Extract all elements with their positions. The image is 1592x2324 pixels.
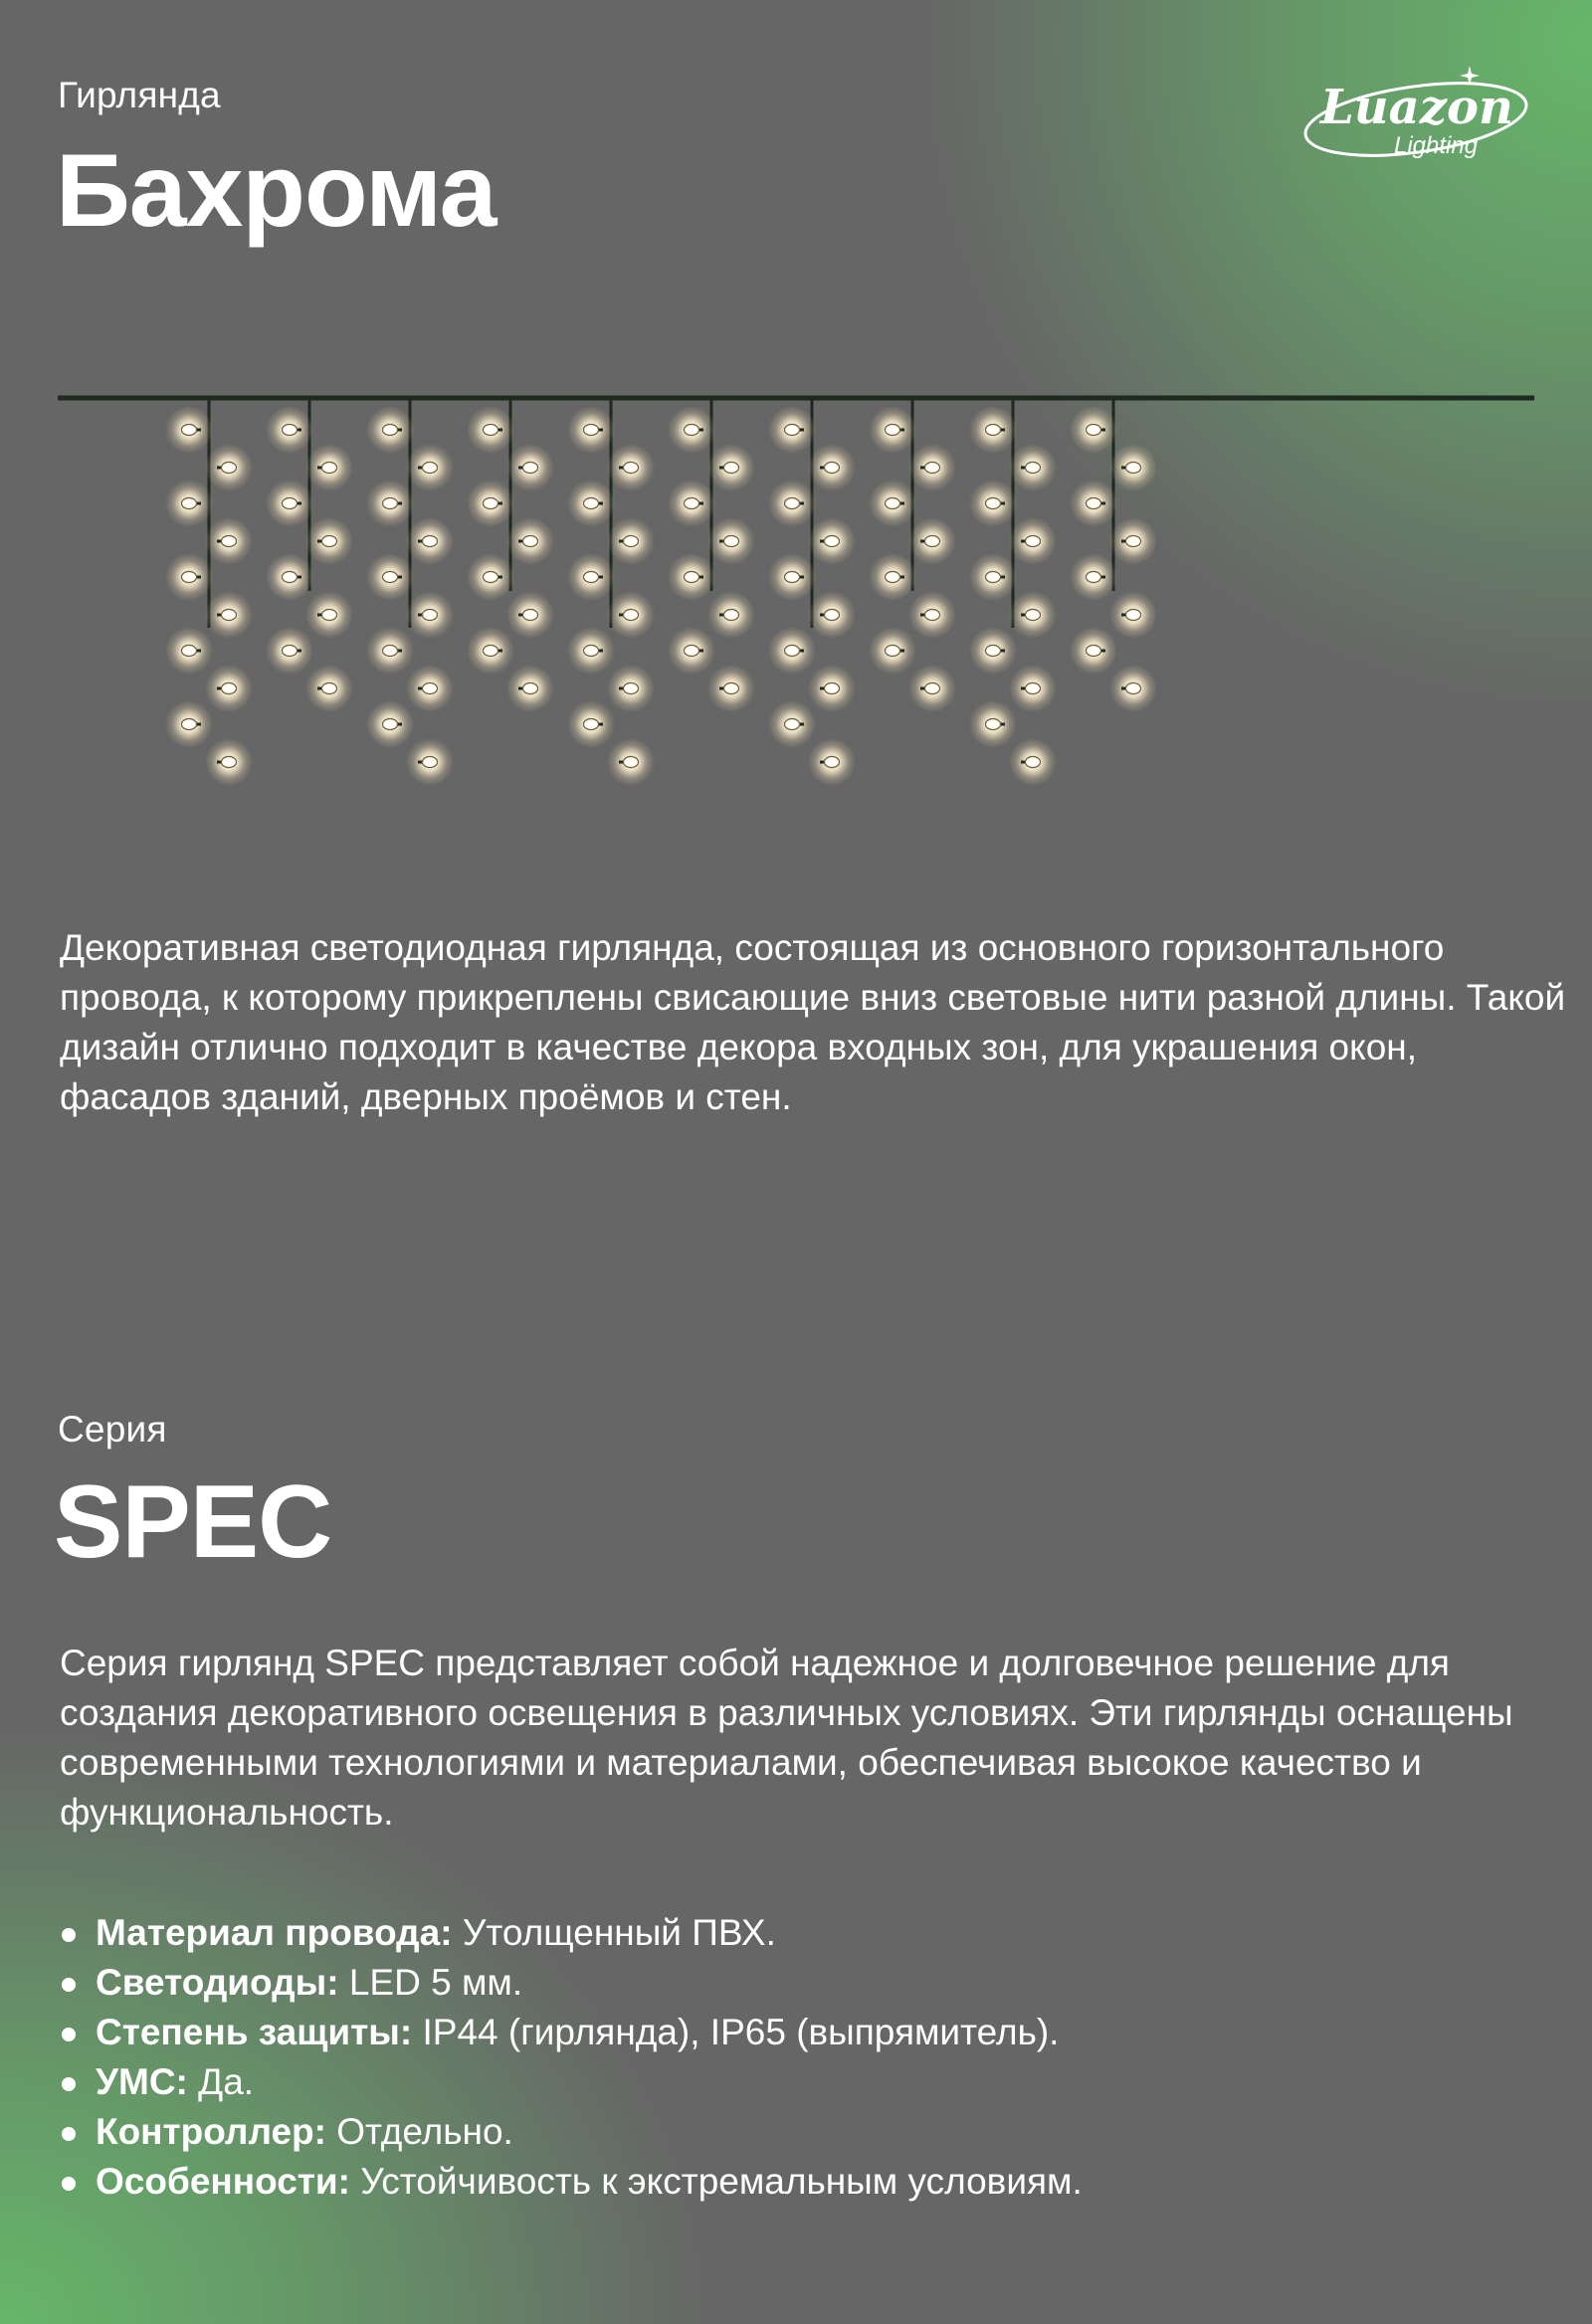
led-bulb: [808, 591, 856, 639]
led-bulb: [567, 480, 615, 527]
led-bulb: [1070, 406, 1117, 454]
led-bulb: [406, 444, 454, 491]
led-bulb: [1009, 738, 1057, 786]
logo-sub-text: Lighting: [1394, 132, 1479, 159]
feature-value: Да.: [187, 2061, 255, 2102]
led-bulb: [668, 406, 715, 454]
feature-label: Светодиоды:: [96, 1962, 339, 2003]
led-bulb: [165, 480, 213, 527]
led-bulb: [205, 444, 253, 491]
led-bulb: [165, 553, 213, 601]
feature-label: Материал провода:: [96, 1912, 453, 1953]
led-bulb: [808, 665, 856, 712]
feature-item: [60, 2157, 1552, 2207]
product-title: Бахрома: [56, 133, 497, 249]
feature-value: LED 5 мм.: [338, 1962, 523, 2003]
feature-label: Степень защиты:: [96, 2012, 413, 2052]
led-bulb: [668, 480, 715, 527]
product-kicker: Гирлянда: [58, 75, 221, 115]
led-bulb: [567, 406, 615, 454]
led-bulb: [366, 627, 414, 675]
led-bulb: [205, 591, 253, 639]
led-bulb: [707, 444, 755, 491]
led-bulb: [1009, 591, 1057, 639]
led-bulb: [1070, 480, 1117, 527]
led-bulb: [165, 700, 213, 748]
feature-value: Устойчивость к экстремальным условиям.: [349, 2161, 1083, 2202]
led-bulb: [266, 553, 313, 601]
led-bulb: [467, 480, 514, 527]
led-bulb: [567, 627, 615, 675]
led-bulb: [969, 406, 1017, 454]
feature-label: Особенности:: [96, 2161, 350, 2202]
led-bulb: [266, 480, 313, 527]
led-bulb: [205, 517, 253, 565]
led-bulb: [506, 444, 554, 491]
led-bulb: [165, 406, 213, 454]
led-bulb: [768, 553, 816, 601]
series-kicker: Серия: [58, 1409, 167, 1450]
led-bulb: [607, 738, 655, 786]
led-bulb: [908, 517, 956, 565]
led-bulb: [266, 627, 313, 675]
feature-item: [60, 1958, 1552, 2008]
feature-item: [60, 2057, 1552, 2107]
led-bulb: [768, 480, 816, 527]
led-bulb: [305, 444, 353, 491]
led-bulb: [406, 665, 454, 712]
led-bulb: [467, 553, 514, 601]
series-description: Серия гирлянд SPEC представляет собой надежное и долговечное решение для создания декоративного освещения в различных условиях. Эти гирлянды оснащены современными технологиями и материалами, обеспечивая высокое качество и функциональность.: [60, 1643, 1513, 1833]
led-bulb: [305, 591, 353, 639]
luazon-logo-icon: [1298, 62, 1537, 171]
led-bulb: [506, 665, 554, 712]
led-bulb: [1109, 591, 1157, 639]
led-bulb: [366, 553, 414, 601]
led-bulb: [808, 517, 856, 565]
led-bulb: [1009, 517, 1057, 565]
feature-value: Утолщенный ПВХ.: [452, 1912, 776, 1953]
led-bulb: [1070, 627, 1117, 675]
led-bulb: [1109, 444, 1157, 491]
led-bulb: [406, 738, 454, 786]
led-bulb: [768, 406, 816, 454]
feature-value: IP44 (гирлянда), IP65 (выпрямитель).: [412, 2012, 1060, 2052]
led-bulb: [908, 591, 956, 639]
led-bulb: [205, 665, 253, 712]
feature-label: УМС:: [96, 2061, 188, 2102]
led-bulb: [1109, 665, 1157, 712]
led-bulb: [366, 700, 414, 748]
led-bulb: [668, 553, 715, 601]
series-title: SPEC: [54, 1464, 332, 1580]
led-bulb: [869, 627, 916, 675]
led-bulb: [908, 444, 956, 491]
feature-item: [60, 1908, 1552, 1958]
led-bulb: [366, 480, 414, 527]
led-bulb: [506, 591, 554, 639]
led-bulb: [869, 406, 916, 454]
led-bulb: [969, 480, 1017, 527]
led-bulb: [808, 444, 856, 491]
feature-item: [60, 2107, 1552, 2157]
led-bulb: [869, 480, 916, 527]
led-bulb: [506, 517, 554, 565]
led-bulb: [165, 627, 213, 675]
feature-label: Контроллер:: [96, 2111, 326, 2152]
led-bulb: [467, 406, 514, 454]
led-bulb: [707, 591, 755, 639]
led-bulb: [908, 665, 956, 712]
brand-logo: [1298, 62, 1537, 171]
led-bulb: [707, 665, 755, 712]
led-bulb: [607, 444, 655, 491]
led-bulb: [1070, 553, 1117, 601]
feature-item: [60, 2008, 1552, 2057]
led-bulb: [406, 517, 454, 565]
led-bulb: [607, 591, 655, 639]
led-bulb: [768, 627, 816, 675]
led-bulb: [305, 665, 353, 712]
led-bulb: [668, 627, 715, 675]
product-description: Декоративная светодиодная гирлянда, состоящая из основного горизонтального провода, к которому прикреплены свисающие вниз световые нити разной длины. Такой дизайн отлично подходит в качестве декора входных зон, для украшения окон, фасадов зданий, дверных проёмов и стен.: [60, 927, 1566, 1117]
led-bulb: [969, 553, 1017, 601]
led-bulb: [969, 627, 1017, 675]
features-list: [60, 1908, 1552, 2207]
led-bulb: [467, 627, 514, 675]
led-bulb: [305, 517, 353, 565]
led-bulb: [607, 517, 655, 565]
led-bulb: [1009, 665, 1057, 712]
led-bulb: [969, 700, 1017, 748]
led-bulb: [266, 406, 313, 454]
led-bulb: [808, 738, 856, 786]
logo-brand-text: Luazon: [1320, 80, 1513, 135]
led-bulb: [567, 553, 615, 601]
led-bulb: [406, 591, 454, 639]
led-bulb: [607, 665, 655, 712]
led-bulb: [366, 406, 414, 454]
feature-value: Отдельно.: [325, 2111, 513, 2152]
led-bulb: [205, 738, 253, 786]
led-bulb: [1009, 444, 1057, 491]
led-bulb: [869, 553, 916, 601]
led-bulb: [707, 517, 755, 565]
led-bulb: [567, 700, 615, 748]
led-bulb: [768, 700, 816, 748]
led-bulb: [1109, 517, 1157, 565]
fringe-garland-illustration: [58, 388, 1534, 786]
